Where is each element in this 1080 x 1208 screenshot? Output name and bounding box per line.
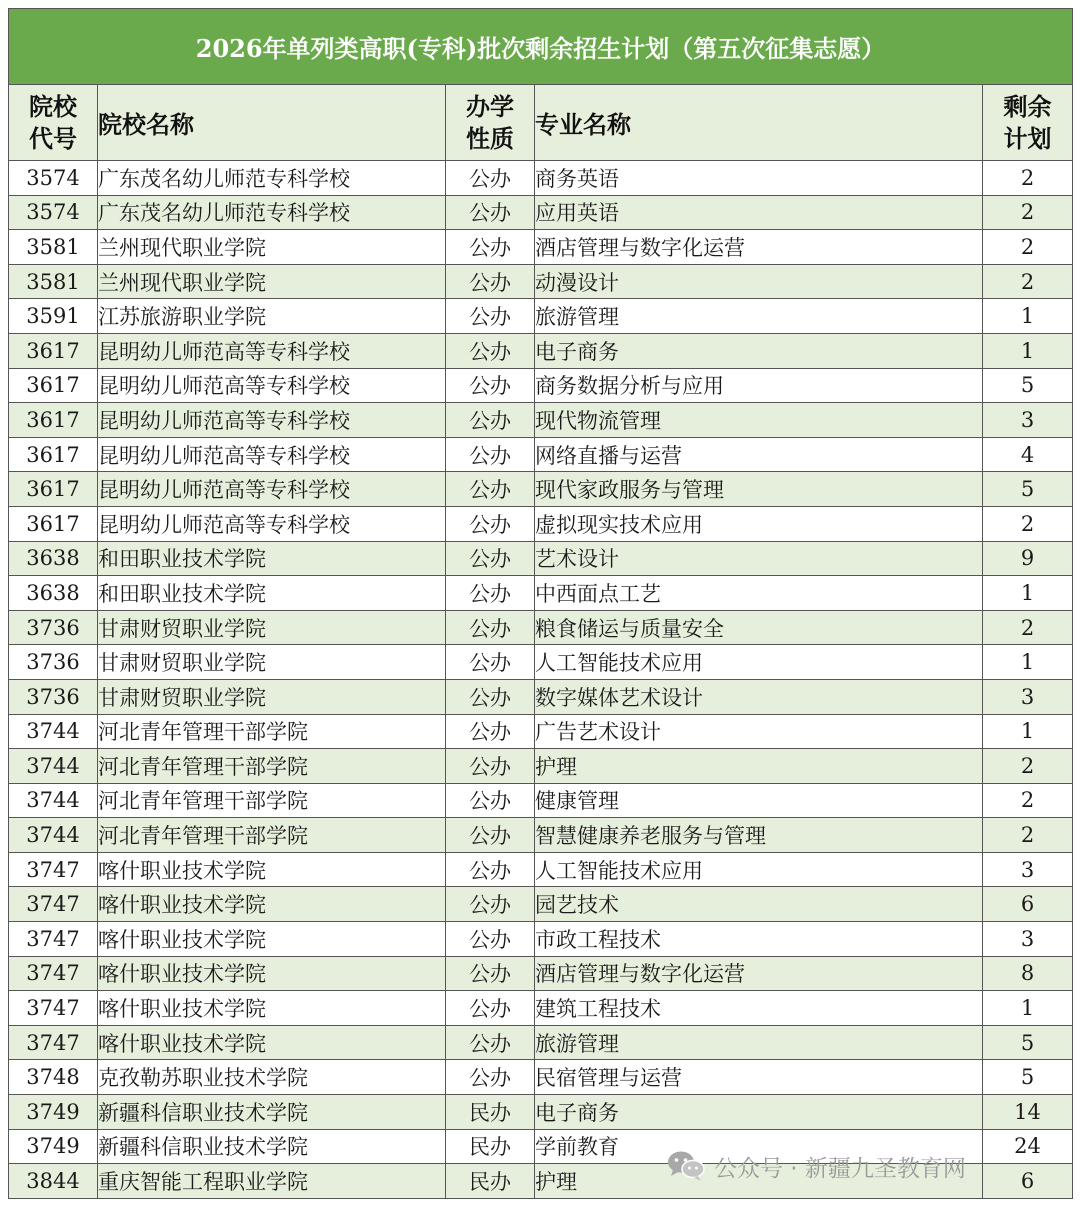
cell-nature: 公办: [446, 368, 535, 403]
cell-major: 数字媒体艺术设计: [535, 679, 983, 714]
cell-major: 园艺技术: [535, 887, 983, 922]
cell-major: 酒店管理与数字化运营: [535, 956, 983, 991]
cell-major: 旅游管理: [535, 1025, 983, 1060]
cell-remaining: 2: [983, 749, 1073, 784]
table-row: [9, 749, 1073, 784]
cell-name: 甘肃财贸职业学院: [98, 610, 446, 645]
cell-major: 广告艺术设计: [535, 714, 983, 749]
table-row: [9, 679, 1073, 714]
table-row: [9, 195, 1073, 230]
cell-remaining: 2: [983, 818, 1073, 853]
cell-remaining: 14: [983, 1095, 1073, 1130]
cell-code: 3744: [9, 818, 98, 853]
cell-code: 3617: [9, 333, 98, 368]
table-row: [9, 783, 1073, 818]
cell-nature: 公办: [446, 679, 535, 714]
table-row: [9, 333, 1073, 368]
cell-major: 网络直播与运营: [535, 437, 983, 472]
table-row: [9, 922, 1073, 957]
cell-name: 江苏旅游职业学院: [98, 299, 446, 334]
cell-nature: 公办: [446, 506, 535, 541]
table-row: [9, 1025, 1073, 1060]
cell-code: 3744: [9, 749, 98, 784]
cell-name: 昆明幼儿师范高等专科学校: [98, 368, 446, 403]
table-row: [9, 230, 1073, 265]
cell-nature: 公办: [446, 230, 535, 265]
cell-remaining: 2: [983, 195, 1073, 230]
cell-remaining: 1: [983, 576, 1073, 611]
cell-remaining: 2: [983, 783, 1073, 818]
cell-code: 3749: [9, 1095, 98, 1130]
table-row: [9, 714, 1073, 749]
cell-nature: 公办: [446, 749, 535, 784]
cell-code: 3844: [9, 1164, 98, 1199]
cell-major: 人工智能技术应用: [535, 645, 983, 680]
cell-nature: 公办: [446, 818, 535, 853]
cell-code: 3574: [9, 195, 98, 230]
cell-nature: 公办: [446, 472, 535, 507]
cell-name: 新疆科信职业技术学院: [98, 1095, 446, 1130]
cell-code: 3581: [9, 264, 98, 299]
cell-major: 虚拟现实技术应用: [535, 506, 983, 541]
cell-code: 3747: [9, 991, 98, 1026]
cell-name: 甘肃财贸职业学院: [98, 679, 446, 714]
cell-remaining: 1: [983, 991, 1073, 1026]
table-row: [9, 852, 1073, 887]
cell-nature: 公办: [446, 610, 535, 645]
wechat-icon: [666, 1149, 706, 1183]
cell-code: 3638: [9, 541, 98, 576]
table-row: [9, 368, 1073, 403]
cell-name: 昆明幼儿师范高等专科学校: [98, 333, 446, 368]
table-row: [9, 472, 1073, 507]
table-body: [9, 161, 1073, 1199]
cell-name: 克孜勒苏职业技术学院: [98, 1060, 446, 1095]
cell-code: 3748: [9, 1060, 98, 1095]
cell-remaining: 3: [983, 679, 1073, 714]
cell-major: 酒店管理与数字化运营: [535, 230, 983, 265]
cell-major: 现代家政服务与管理: [535, 472, 983, 507]
cell-nature: 公办: [446, 333, 535, 368]
table-row: [9, 1060, 1073, 1095]
table-row: [9, 991, 1073, 1026]
cell-major: 智慧健康养老服务与管理: [535, 818, 983, 853]
cell-major: 商务数据分析与应用: [535, 368, 983, 403]
cell-remaining: 9: [983, 541, 1073, 576]
cell-nature: 民办: [446, 1164, 535, 1199]
table-row: [9, 264, 1073, 299]
cell-nature: 公办: [446, 195, 535, 230]
cell-nature: 公办: [446, 956, 535, 991]
table-row: [9, 161, 1073, 196]
cell-remaining: 4: [983, 437, 1073, 472]
cell-remaining: 6: [983, 1164, 1073, 1199]
table-row: [9, 506, 1073, 541]
table-row: [9, 403, 1073, 438]
cell-code: 3638: [9, 576, 98, 611]
cell-nature: 公办: [446, 714, 535, 749]
cell-nature: 民办: [446, 1129, 535, 1164]
cell-name: 广东茂名幼儿师范专科学校: [98, 161, 446, 196]
cell-name: 喀什职业技术学院: [98, 991, 446, 1026]
table-row: [9, 541, 1073, 576]
cell-name: 和田职业技术学院: [98, 576, 446, 611]
cell-code: 3617: [9, 437, 98, 472]
cell-remaining: 1: [983, 714, 1073, 749]
cell-major: 中西面点工艺: [535, 576, 983, 611]
cell-name: 兰州现代职业学院: [98, 264, 446, 299]
cell-major: 护理: [535, 1164, 983, 1199]
cell-major: 动漫设计: [535, 264, 983, 299]
cell-nature: 民办: [446, 1095, 535, 1130]
cell-code: 3574: [9, 161, 98, 196]
table-row: [9, 956, 1073, 991]
cell-major: 建筑工程技术: [535, 991, 983, 1026]
header-remaining-plan: 剩余 计划: [983, 85, 1073, 161]
cell-code: 3747: [9, 922, 98, 957]
cell-nature: 公办: [446, 403, 535, 438]
cell-code: 3617: [9, 403, 98, 438]
table-row: [9, 299, 1073, 334]
cell-code: 3617: [9, 472, 98, 507]
cell-name: 喀什职业技术学院: [98, 852, 446, 887]
cell-remaining: 2: [983, 264, 1073, 299]
cell-code: 3747: [9, 956, 98, 991]
cell-name: 甘肃财贸职业学院: [98, 645, 446, 680]
cell-major: 市政工程技术: [535, 922, 983, 957]
cell-name: 喀什职业技术学院: [98, 887, 446, 922]
table-title: 2026年单列类高职(专科)批次剩余招生计划（第五次征集志愿）: [9, 9, 1073, 85]
cell-remaining: 5: [983, 472, 1073, 507]
cell-remaining: 1: [983, 645, 1073, 680]
cell-code: 3736: [9, 610, 98, 645]
cell-major: 现代物流管理: [535, 403, 983, 438]
table-row: [9, 645, 1073, 680]
cell-name: 喀什职业技术学院: [98, 1025, 446, 1060]
cell-code: 3617: [9, 368, 98, 403]
cell-name: 和田职业技术学院: [98, 541, 446, 576]
cell-remaining: 1: [983, 333, 1073, 368]
cell-major: 应用英语: [535, 195, 983, 230]
cell-remaining: 2: [983, 230, 1073, 265]
cell-code: 3617: [9, 506, 98, 541]
cell-remaining: 2: [983, 610, 1073, 645]
watermark: [666, 1148, 966, 1184]
cell-remaining: 5: [983, 1060, 1073, 1095]
table-row: [9, 1095, 1073, 1130]
cell-remaining: 3: [983, 403, 1073, 438]
cell-major: 学前教育: [535, 1129, 983, 1164]
cell-major: 电子商务: [535, 1095, 983, 1130]
cell-major: 电子商务: [535, 333, 983, 368]
cell-remaining: 2: [983, 161, 1073, 196]
cell-code: 3591: [9, 299, 98, 334]
cell-major: 人工智能技术应用: [535, 852, 983, 887]
cell-name: 喀什职业技术学院: [98, 922, 446, 957]
cell-code: 3747: [9, 1025, 98, 1060]
cell-code: 3581: [9, 230, 98, 265]
cell-nature: 公办: [446, 783, 535, 818]
cell-remaining: 6: [983, 887, 1073, 922]
cell-major: 旅游管理: [535, 299, 983, 334]
cell-major: 护理: [535, 749, 983, 784]
cell-major: 健康管理: [535, 783, 983, 818]
cell-name: 河北青年管理干部学院: [98, 783, 446, 818]
cell-nature: 公办: [446, 576, 535, 611]
cell-nature: 公办: [446, 991, 535, 1026]
header-school-nature: 办学 性质: [446, 85, 535, 161]
table-row: [9, 818, 1073, 853]
cell-name: 昆明幼儿师范高等专科学校: [98, 472, 446, 507]
cell-code: 3736: [9, 679, 98, 714]
cell-code: 3749: [9, 1129, 98, 1164]
watermark-text: 公众号 · 新疆九圣教育网: [714, 1155, 966, 1182]
cell-name: 广东茂名幼儿师范专科学校: [98, 195, 446, 230]
table-row: [9, 887, 1073, 922]
cell-nature: 公办: [446, 299, 535, 334]
cell-major: 艺术设计: [535, 541, 983, 576]
cell-nature: 公办: [446, 645, 535, 680]
cell-name: 河北青年管理干部学院: [98, 714, 446, 749]
cell-nature: 公办: [446, 264, 535, 299]
cell-remaining: 3: [983, 852, 1073, 887]
cell-remaining: 3: [983, 922, 1073, 957]
table-row: [9, 437, 1073, 472]
table-row: [9, 576, 1073, 611]
cell-name: 河北青年管理干部学院: [98, 749, 446, 784]
header-school-name: 院校名称: [98, 85, 446, 161]
cell-remaining: 24: [983, 1129, 1073, 1164]
cell-nature: 公办: [446, 1025, 535, 1060]
cell-nature: 公办: [446, 437, 535, 472]
cell-name: 昆明幼儿师范高等专科学校: [98, 506, 446, 541]
cell-nature: 公办: [446, 541, 535, 576]
cell-nature: 公办: [446, 887, 535, 922]
cell-name: 兰州现代职业学院: [98, 230, 446, 265]
cell-remaining: 5: [983, 368, 1073, 403]
cell-name: 新疆科信职业技术学院: [98, 1129, 446, 1164]
cell-code: 3744: [9, 783, 98, 818]
cell-name: 昆明幼儿师范高等专科学校: [98, 437, 446, 472]
cell-nature: 公办: [446, 1060, 535, 1095]
cell-code: 3747: [9, 852, 98, 887]
cell-name: 喀什职业技术学院: [98, 956, 446, 991]
cell-nature: 公办: [446, 922, 535, 957]
cell-code: 3747: [9, 887, 98, 922]
cell-remaining: 8: [983, 956, 1073, 991]
cell-name: 重庆智能工程职业学院: [98, 1164, 446, 1199]
cell-major: 粮食储运与质量安全: [535, 610, 983, 645]
header-school-code: 院校 代号: [9, 85, 98, 161]
cell-code: 3744: [9, 714, 98, 749]
cell-name: 昆明幼儿师范高等专科学校: [98, 403, 446, 438]
cell-name: 河北青年管理干部学院: [98, 818, 446, 853]
enrollment-plan-table: [8, 8, 1073, 1199]
cell-remaining: 2: [983, 506, 1073, 541]
cell-code: 3736: [9, 645, 98, 680]
cell-nature: 公办: [446, 161, 535, 196]
header-major-name: 专业名称: [535, 85, 983, 161]
cell-nature: 公办: [446, 852, 535, 887]
table-row: [9, 610, 1073, 645]
cell-major: 民宿管理与运营: [535, 1060, 983, 1095]
cell-major: 商务英语: [535, 161, 983, 196]
cell-remaining: 1: [983, 299, 1073, 334]
cell-remaining: 5: [983, 1025, 1073, 1060]
